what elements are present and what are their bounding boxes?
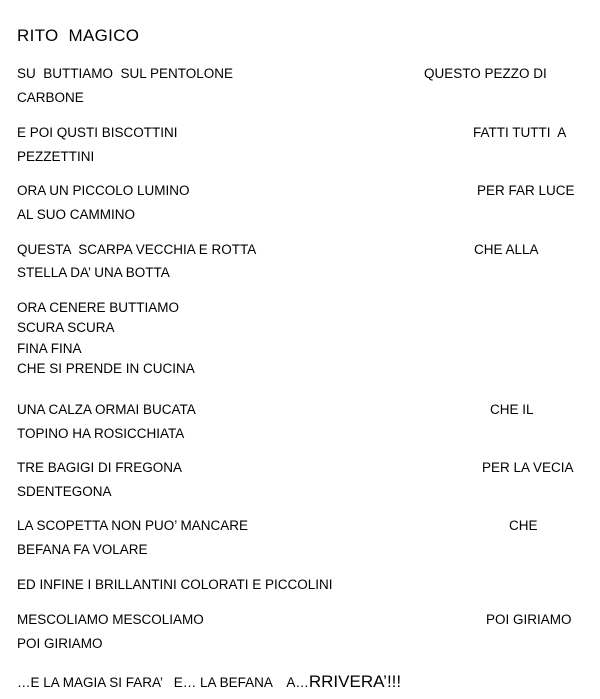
- verse-line: TRE BAGIGI DI FREGONA: [17, 460, 183, 475]
- verse-line: SU BUTTIAMO SUL PENTOLONE: [17, 66, 234, 81]
- verse-line-continuation: BEFANA FA VOLARE: [17, 542, 148, 557]
- verse-line: CHE SI PRENDE IN CUCINA: [17, 361, 195, 376]
- verse-line: ED INFINE I BRILLANTINI COLORATI E PICCOLINI: [17, 577, 333, 592]
- verse-line: LA SCOPETTA NON PUO’ MANCARE: [17, 518, 249, 533]
- verse-line-continuation: AL SUO CAMMINO: [17, 207, 136, 222]
- verse-line: ORA CENERE BUTTIAMO: [17, 300, 180, 315]
- verse-line-continuation: CARBONE: [17, 90, 84, 105]
- verse-line-right: FATTI TUTTI A: [473, 125, 567, 140]
- verse-line-continuation: TOPINO HA ROSICCHIATA: [17, 426, 185, 441]
- verse-line-right: CHE ALLA: [474, 242, 539, 257]
- verse-line-continuation: STELLA DA’ UNA BOTTA: [17, 265, 170, 280]
- page-title: RITO MAGICO: [17, 26, 140, 45]
- verse-line-continuation: SDENTEGONA: [17, 484, 112, 499]
- verse-line-continuation: PEZZETTINI: [17, 149, 95, 164]
- finale-text: …E LA MAGIA SI FARA’ E… LA BEFANA A…: [17, 675, 309, 690]
- finale-line: [17, 672, 401, 692]
- verse-line: UNA CALZA ORMAI BUCATA: [17, 402, 196, 417]
- verse-line-right: PER LA VECIA: [482, 460, 574, 475]
- verse-line: FINA FINA: [17, 341, 82, 356]
- verse-line: ORA UN PICCOLO LUMINO: [17, 183, 190, 198]
- finale-emphasis: RRIVERA’!!!: [308, 672, 402, 691]
- verse-line-right: PER FAR LUCE: [477, 183, 575, 198]
- verse-line-continuation: POI GIRIAMO: [17, 636, 103, 651]
- verse-line: QUESTA SCARPA VECCHIA E ROTTA: [17, 242, 257, 257]
- verse-line-right: CHE IL: [490, 402, 534, 417]
- verse-line-right: CHE: [509, 518, 538, 533]
- verse-line-right: POI GIRIAMO: [486, 612, 572, 627]
- verse-line-right: QUESTO PEZZO DI: [424, 66, 547, 81]
- verse-line: MESCOLIAMO MESCOLIAMO: [17, 612, 204, 627]
- verse-line: E POI QUSTI BISCOTTINI: [17, 125, 178, 140]
- verse-line: SCURA SCURA: [17, 320, 115, 335]
